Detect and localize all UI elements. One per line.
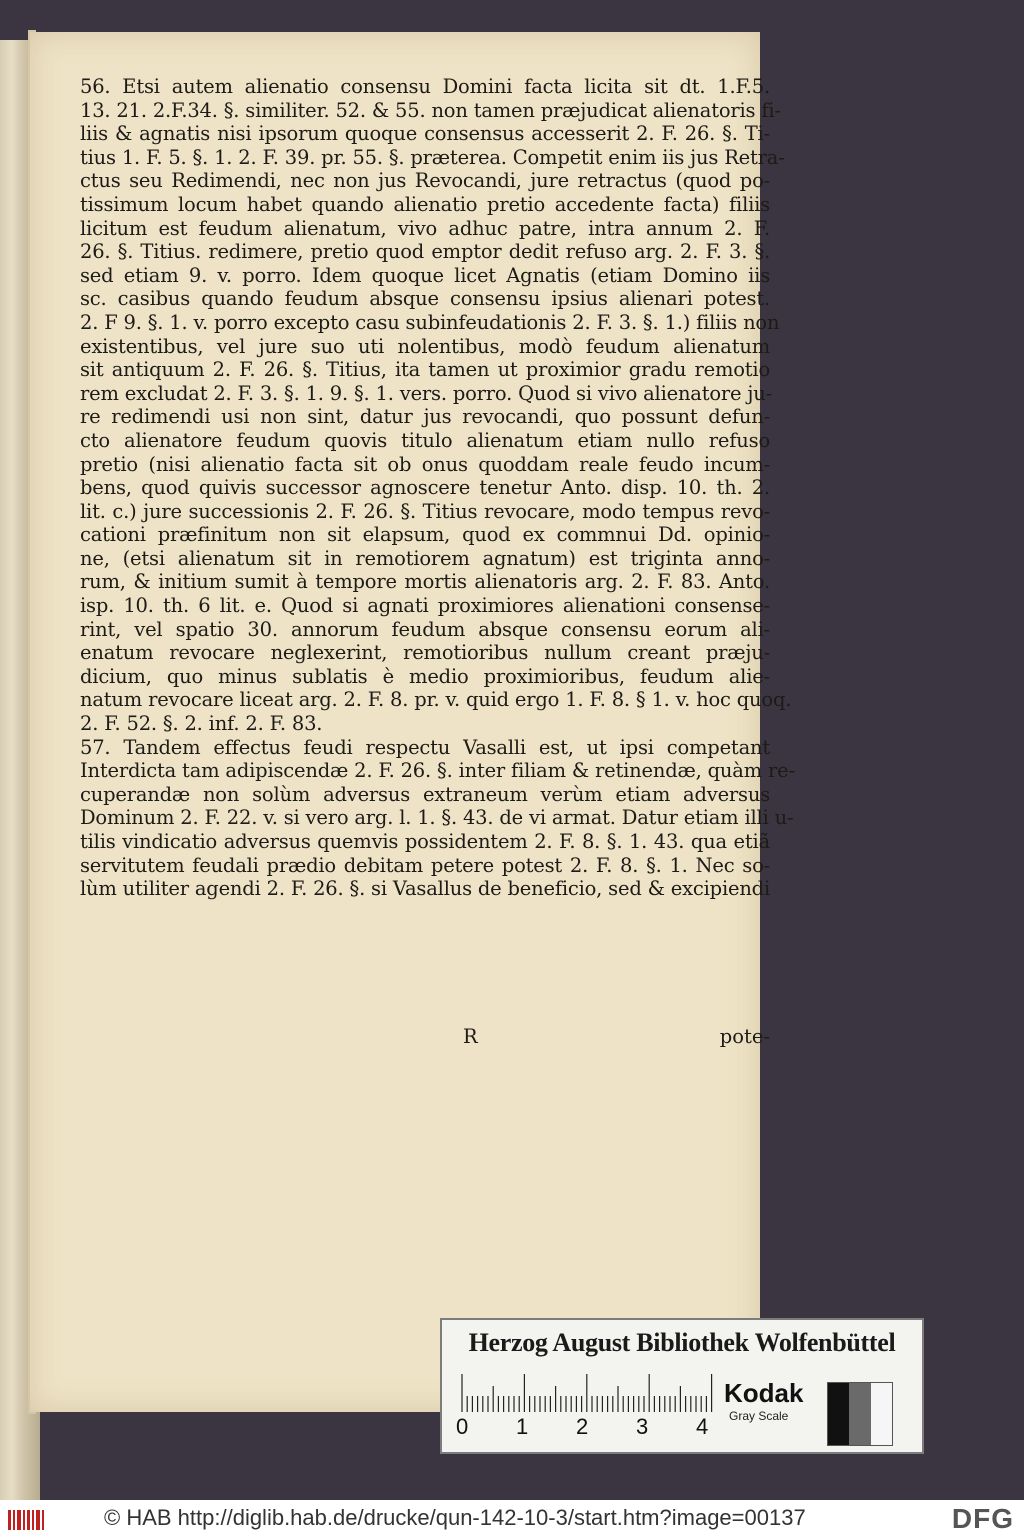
text-line: isp. 10. th. 6 lit. e. Quod si agnati proximiores alienationi consense-: [80, 594, 770, 618]
text-line: cuperandæ non solùm adversus extraneum verùm etiam adversus: [80, 782, 770, 806]
text-line: servitutem feudali prædio debitam petere potest 2. F. 8. §. 1. Nec so-: [80, 853, 770, 877]
kodak-logo: Kodak: [724, 1378, 804, 1408]
text-line: 57. Tandem effectus feudi respectu Vasalli est, ut ipsi competant: [80, 735, 770, 759]
signature-mark: R: [463, 1025, 478, 1048]
text-line: ctus seu Redimendi, nec non jus Revocandi, jure retractus (quod po-: [80, 169, 770, 193]
ruler-number: 1: [516, 1414, 529, 1439]
text-line: pretio (nisi alienatio facta sit ob onus quoddam reale feudo incum-: [80, 452, 770, 476]
text-line: tissimum locum habet quando alienatio pretio accedente facta) filiis: [80, 192, 770, 216]
swatch-black: [828, 1383, 849, 1445]
text-line: cationi præfinitum non sit elapsum, quod ex commnui Dd. opinio-: [80, 523, 770, 547]
gray-swatches: [827, 1382, 893, 1446]
text-line: tius 1. F. 5. §. 1. 2. F. 39. pr. 55. §. præterea. Competit enim iis jus Retra-: [80, 145, 785, 169]
ruler-numbers: [452, 1414, 722, 1444]
text-line: 2. F. 52. §. 2. inf. 2. F. 83.: [80, 712, 323, 736]
text-line: tilis vindicatio adversus quemvis possidentem 2. F. 8. §. 1. 43. qua etiã: [80, 830, 770, 853]
text-line: rem excludat 2. F. 3. §. 1. 9. §. 1. vers. porro. Quod si vivo alienatore ju-: [80, 381, 772, 405]
swatch-gray: [849, 1383, 870, 1445]
source-link[interactable]: © HAB http://diglib.hab.de/drucke/qun-142-10-3/start.htm?image=00137: [104, 1505, 806, 1530]
dfg-logo: DFG: [951, 1503, 1014, 1534]
text-line: rum, & initium sumit à tempore mortis alienatoris arg. 2. F. 83. Anto.: [80, 570, 770, 594]
text-line: sed etiam 9. v. porro. Idem quoque licet Agnatis (etiam Domino iis: [80, 263, 770, 287]
text-line: rint, vel spatio 30. annorum feudum absque consensu eorum ali-: [80, 617, 770, 641]
ruler-scale: [458, 1372, 718, 1412]
page-footer-line: [80, 1025, 770, 1049]
viewer-footer: [0, 1500, 1024, 1537]
ruler-number: 3: [636, 1414, 649, 1439]
text-line: re redimendi usi non sint, datur jus revocandi, quo possunt defun-: [80, 405, 770, 429]
text-line: sit antiquum 2. F. 26. §. Titius, ita tamen ut proximior gradu remotio: [80, 358, 770, 382]
text-line: licitum est feudum alienatum, vivo adhuc patre, intra annum 2. F.: [80, 216, 770, 240]
ruler-number: 4: [696, 1414, 709, 1439]
ruler-number: 0: [456, 1414, 469, 1439]
ruler-number: 2: [576, 1414, 589, 1439]
text-line: 13. 21. 2.F.34. §. similiter. 52. & 55. non tamen præjudicat alienatoris fi-: [80, 98, 781, 122]
library-name: Herzog August Bibliothek Wolfenbüttel: [468, 1328, 896, 1357]
text-line: lùm utiliter agendi 2. F. 26. §. si Vasallus de beneficio, sed & excipiendi: [80, 877, 770, 901]
text-line: bens, quod quivis successor agnoscere tenetur Anto. disp. 10. th. 2.: [80, 476, 770, 500]
text-line: existentibus, vel jure suo uti nolentibus, modò feudum alienatum: [80, 334, 770, 358]
text-line: cto alienatore feudum quovis titulo alienatum etiam nullo refuso: [80, 428, 770, 452]
text-line: Interdicta tam adipiscendæ 2. F. 26. §. inter filiam & retinendæ, quàm re-: [80, 759, 795, 783]
text-line: 56. Etsi autem alienatio consensu Domini facta licita sit dt. 1.F.5.: [80, 75, 770, 98]
text-line: natum revocare liceat arg. 2. F. 8. pr. v. quid ergo 1. F. 8. § 1. v. hoc quoq.: [80, 688, 792, 712]
hab-logo-icon: [8, 1508, 48, 1530]
swatch-white: [871, 1383, 892, 1445]
text-line: 2. F 9. §. 1. v. porro excepto casu subinfeudationis 2. F. 3. §. 1.) filiis non: [80, 310, 780, 334]
text-line: Dominum 2. F. 22. v. si vero arg. l. 1. §. 43. de vi armat. Datur etiam illi u-: [80, 806, 794, 830]
text-line: 26. §. Titius. redimere, pretio quod emptor dedit refuso arg. 2. F. 3. §.: [80, 240, 770, 264]
page-text-block: [80, 75, 795, 901]
text-line: enatum revocare neglexerint, remotioribus nullum creant præju-: [80, 641, 770, 665]
text-line: sc. casibus quando feudum absque consensu ipsius alienari potest.: [80, 287, 770, 311]
gray-scale-label: Gray Scale: [729, 1409, 789, 1423]
text-line: dicium, quo minus sublatis è medio proximioribus, feudum alie-: [80, 664, 770, 688]
catchword: pote-: [719, 1025, 770, 1048]
text-line: liis & agnatis nisi ipsorum quoque consensus accesserit 2. F. 26. §. Ti-: [80, 122, 770, 146]
text-line: lit. c.) jure successionis 2. F. 26. §. Titius revocare, modo tempus revo-: [80, 499, 770, 523]
library-color-target-card: [440, 1318, 924, 1454]
text-line: ne, (etsi alienatum sit in remotiorem agnatum) est triginta anno-: [80, 546, 770, 570]
